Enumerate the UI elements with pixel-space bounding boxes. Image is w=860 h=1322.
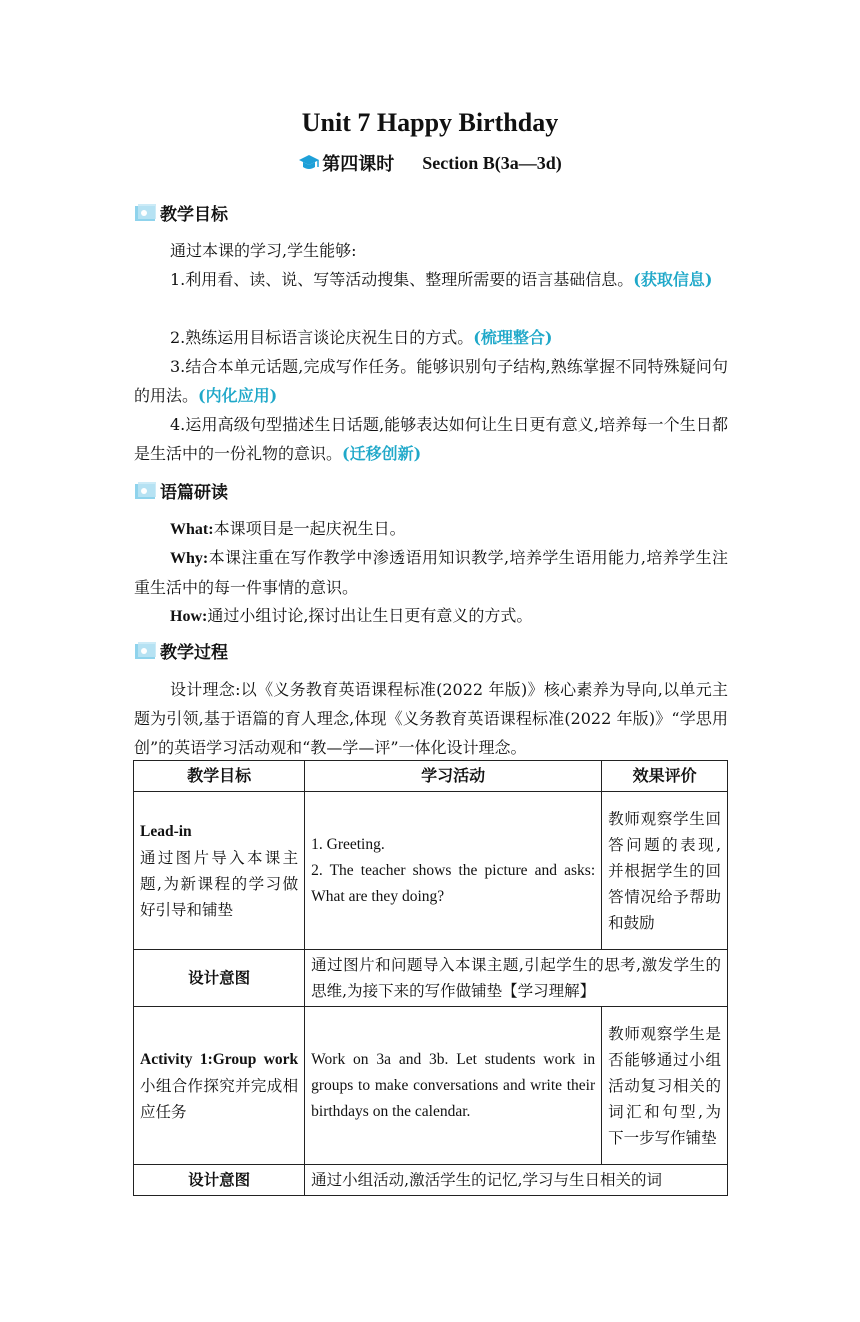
heading-analysis-text: 语篇研读 <box>160 483 228 503</box>
table-header: 教学目标 <box>134 761 305 792</box>
goal-item-4: 4.运用高级句型描述生日话题,能够表达如何让生日更有意义,培养每一个生日都是生活中的一份礼物的意识。(迁移创新) <box>134 415 728 463</box>
lesson-subtitle <box>0 150 860 176</box>
table-row <box>134 792 728 950</box>
page-title: Unit 7 Happy Birthday <box>301 108 559 137</box>
intent-2: 通过小组活动,激活学生的记忆,学习与生日相关的词 <box>305 1165 728 1196</box>
heading-process <box>134 638 228 663</box>
leadin-activity-2: 2. The teacher shows the picture and asks: What are they doing? <box>311 861 596 905</box>
table-row <box>134 950 728 1007</box>
activity1-goal-cell <box>134 1007 305 1165</box>
table-header-row <box>134 761 728 792</box>
activity1-activity: Work on 3a and 3b. Let students work in groups to make conversations and write their birthdays on the calendar. <box>305 1007 602 1165</box>
analysis-how: How:通过小组讨论,探讨出让生日更有意义的方式。 <box>170 606 533 625</box>
goal-item-1: 1.利用看、读、说、写等活动搜集、整理所需要的语言基础信息。(获取信息) <box>170 270 713 289</box>
table-row <box>134 1165 728 1196</box>
leadin-activity-1: 1. Greeting. <box>311 835 385 853</box>
goal-item-2: 2.熟练运用目标语言谈论庆祝生日的方式。(梳理整合) <box>170 328 553 347</box>
intent-label: 设计意图 <box>134 1165 305 1196</box>
table-row <box>134 1007 728 1165</box>
table-header: 效果评价 <box>602 761 728 792</box>
heading-goals <box>134 200 228 225</box>
sparkle-book-icon <box>134 481 158 501</box>
leadin-activity-cell <box>305 792 602 950</box>
table-header: 学习活动 <box>305 761 602 792</box>
leadin-eval: 教师观察学生回答问题的表现,并根据学生的回答情况给予帮助和鼓励 <box>602 792 728 950</box>
intent-label: 设计意图 <box>134 950 305 1007</box>
sparkle-book-icon <box>134 641 158 661</box>
leadin-goal: 通过图片导入本课主题,为新课程的学习做好引导和铺垫 <box>140 848 299 919</box>
heading-analysis <box>134 478 228 503</box>
leadin-goal-cell <box>134 792 305 950</box>
activity1-eval: 教师观察学生是否能够通过小组活动复习相关的词汇和句型,为下一步写作铺垫 <box>602 1007 728 1165</box>
sparkle-book-icon <box>134 203 158 223</box>
design-concept: 设计理念:以《义务教育英语课程标准(2022 年版)》核心素养为导向,以单元主题为引领,基于语篇的育人理念,体现《义务教育英语课程标准(2022 年版)》“学思用创”的英语学习活动观和“教—学—评”一体化设计理念。 <box>134 680 728 757</box>
analysis-what: What:本课项目是一起庆祝生日。 <box>170 519 406 538</box>
leadin-title: Lead-in <box>140 822 192 840</box>
analysis-why: Why:本课注重在写作教学中渗透语用知识教学,培养学生语用能力,培养学生注重生活中的每一件事情的意识。 <box>134 548 728 597</box>
graduation-cap-icon <box>298 154 320 172</box>
lesson-number: 第四课时 <box>322 154 395 175</box>
heading-process-text: 教学过程 <box>160 643 228 663</box>
section-label: Section B(3a—3d) <box>422 152 562 173</box>
activity1-goal: 小组合作探究并完成相应任务 <box>140 1076 299 1121</box>
goal-item-3: 3.结合本单元话题,完成写作任务。能够识别句子结构,熟练掌握不同特殊疑问句的用法。(内化应用) <box>134 357 728 405</box>
intent-1: 通过图片和问题导入本课主题,引起学生的思考,激发学生的思维,为接下来的写作做铺垫【学习理解】 <box>305 950 728 1007</box>
goals-intro: 通过本课的学习,学生能够: <box>170 241 357 260</box>
activity1-title: Activity 1:Group work <box>140 1050 299 1068</box>
heading-goals-text: 教学目标 <box>160 205 228 225</box>
lesson-plan-table <box>133 760 728 1196</box>
